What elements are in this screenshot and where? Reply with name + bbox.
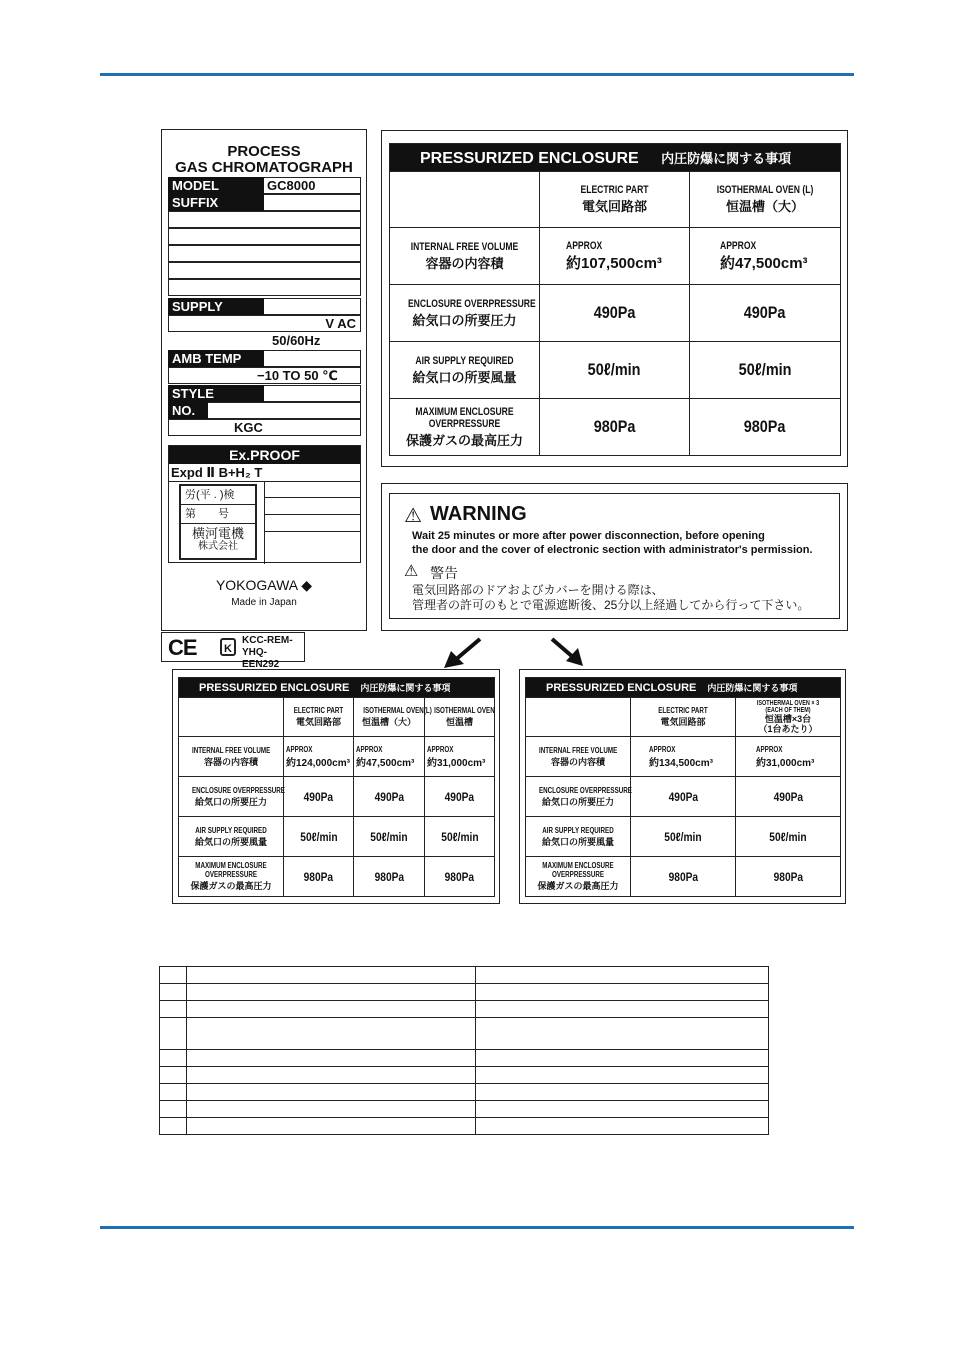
grid-cell xyxy=(476,1101,769,1118)
divider xyxy=(264,481,265,564)
grid-cell xyxy=(160,1101,187,1118)
supply-label: SUPPLY xyxy=(168,298,264,315)
row-internal-free-volume: INTERNAL FREE VOLUME 容器の内容積 xyxy=(179,737,284,777)
grid-cell xyxy=(476,1118,769,1135)
exproof-label: Ex.PROOF xyxy=(169,446,360,464)
nameplate-title-1: PROCESS xyxy=(227,143,301,160)
grid-cell xyxy=(476,967,769,984)
row-enclosure-overpressure: ENCLOSURE OVERPRESSURE 給気口の所要圧力 xyxy=(526,777,631,817)
overpressure-electric: 490Pa xyxy=(631,777,736,817)
grid-cell xyxy=(186,1018,476,1050)
row-max-overpressure: MAXIMUM ENCLOSURE OVERPRESSURE 保護ガスの最高圧力 xyxy=(526,857,631,897)
overpressure-oven-l: 490Pa xyxy=(354,777,425,817)
amb-temp-value: −10 TO 50 ℃ xyxy=(257,368,338,383)
grid-cell xyxy=(186,1050,476,1067)
grid-cell xyxy=(186,967,476,984)
line xyxy=(264,497,361,498)
grid-cell xyxy=(160,1050,187,1067)
grid-cell xyxy=(186,1001,476,1018)
air-supply-electric: 50ℓ/min xyxy=(284,817,354,857)
grid-cell xyxy=(476,984,769,1001)
max-overpressure-oven: 980Pa xyxy=(736,857,841,897)
pe-left-header: PRESSURIZED ENCLOSURE 内圧防爆に関する事項 xyxy=(179,678,495,698)
max-overpressure-oven: 980Pa xyxy=(690,399,841,456)
kgc-text: KGC xyxy=(234,420,263,435)
empty-cell xyxy=(179,698,284,737)
kc-line-1: KCC-REM- xyxy=(242,635,293,646)
air-supply-oven: 50ℓ/min xyxy=(690,342,841,399)
warning-jp-line-2: 管理者の許可のもとで電源遮断後、25分以上経過してから行って下さい。 xyxy=(412,598,810,612)
stamp-line-2: 第 号 xyxy=(181,505,255,524)
blank-row xyxy=(168,228,361,245)
warning-title: WARNING xyxy=(430,503,527,525)
stamp-line-4: 株式会社 xyxy=(198,541,238,552)
grid-cell xyxy=(186,1101,476,1118)
grid-cell xyxy=(186,1084,476,1101)
volume-oven: APPROX 約31,000cm³ xyxy=(736,737,841,777)
max-overpressure-electric: 980Pa xyxy=(284,857,354,897)
bottom-rule xyxy=(100,1226,854,1229)
row-internal-free-volume: INTERNAL FREE VOLUME 容器の内容積 xyxy=(526,737,631,777)
kgc-row xyxy=(168,419,361,436)
volume-electric: APPROX 約134,500cm³ xyxy=(631,737,736,777)
supply-vac: V AC xyxy=(325,316,356,331)
yokogawa-logo: YOKOGAWA ◆ xyxy=(215,577,313,593)
empty-cell xyxy=(526,698,631,737)
air-supply-oven-l: 50ℓ/min xyxy=(354,817,425,857)
pe-left-table xyxy=(178,677,495,897)
grid-cell xyxy=(476,1050,769,1067)
warning-line-2: the door and the cover of electronic section with administrator's permission. xyxy=(412,544,813,556)
volume-electric: APPROX 約124,000cm³ xyxy=(284,737,354,777)
warning-triangle-icon: ⚠ xyxy=(404,505,422,527)
max-overpressure-oven-l: 980Pa xyxy=(354,857,425,897)
grid-cell xyxy=(160,967,187,984)
model-label: MODEL xyxy=(168,177,264,194)
row-air-supply: AIR SUPPLY REQUIRED 給気口の所要風量 xyxy=(179,817,284,857)
model-value: GC8000 xyxy=(267,178,316,193)
grid-cell xyxy=(476,1001,769,1018)
arrow-down-right-icon xyxy=(552,639,583,666)
blank-row xyxy=(168,279,361,296)
grid-cell xyxy=(160,1084,187,1101)
blank-row xyxy=(168,262,361,279)
row-max-overpressure: MAXIMUM ENCLOSURE OVERPRESSURE 保護ガスの最高圧力 xyxy=(390,399,540,456)
col-isothermal-oven: ISOTHERMAL OVEN (L) 恒温槽（大） xyxy=(690,172,841,228)
grid-cell xyxy=(186,1067,476,1084)
grid-cell xyxy=(476,1084,769,1101)
col-electric-part: ELECTRIC PART 電気回路部 xyxy=(540,172,690,228)
reference-grid xyxy=(159,966,769,1135)
pe-main-table xyxy=(389,143,841,456)
top-rule xyxy=(100,73,854,76)
expd-text: Expd Ⅱ B+H₂ T xyxy=(169,464,360,482)
grid-cell xyxy=(160,1001,187,1018)
air-supply-electric: 50ℓ/min xyxy=(540,342,690,399)
col-electric-part: ELECTRIC PART 電気回路部 xyxy=(284,698,354,737)
inspection-stamp xyxy=(179,484,257,560)
exproof-section xyxy=(168,445,361,563)
made-in-japan: Made in Japan xyxy=(231,597,297,608)
stamp-line-1: 労(平 . )検 xyxy=(181,486,255,505)
col-isothermal-oven: ISOTHERMAL OVEN 恒温槽 xyxy=(425,698,495,737)
col-isothermal-oven-x3: ISOTHERMAL OVEN × 3 (EACH OF THEM) 恒温槽×3台 （1台あたり） xyxy=(736,698,841,737)
grid-cell xyxy=(160,1067,187,1084)
row-enclosure-overpressure: ENCLOSURE OVERPRESSURE 給気口の所要圧力 xyxy=(390,285,540,342)
arrows xyxy=(440,636,590,672)
row-internal-free-volume: INTERNAL FREE VOLUME 容器の内容積 xyxy=(390,228,540,285)
arrow-down-left-icon xyxy=(444,639,480,668)
max-overpressure-electric: 980Pa xyxy=(631,857,736,897)
grid-cell xyxy=(476,1018,769,1050)
grid-cell xyxy=(160,1018,187,1050)
supply-hz: 50/60Hz xyxy=(272,333,321,348)
max-overpressure-electric: 980Pa xyxy=(540,399,690,456)
style-label: STYLE xyxy=(168,385,264,402)
row-air-supply: AIR SUPPLY REQUIRED 給気口の所要風量 xyxy=(390,342,540,399)
warning-inner xyxy=(389,493,840,619)
kc-line-2: YHQ-EEN292 xyxy=(242,647,280,670)
warning-jp-line-1: 電気回路部のドアおよびカバーを開ける際は、 xyxy=(412,583,664,597)
stamp-line-3: 横河電機 xyxy=(191,526,244,541)
pe-right-header: PRESSURIZED ENCLOSURE 内圧防爆に関する事項 xyxy=(526,678,841,698)
suffix-label: SUFFIX xyxy=(168,194,264,211)
grid-cell xyxy=(476,1067,769,1084)
overpressure-oven: 490Pa xyxy=(690,285,841,342)
max-overpressure-oven: 980Pa xyxy=(425,857,495,897)
grid-cell xyxy=(186,1118,476,1135)
air-supply-electric: 50ℓ/min xyxy=(631,817,736,857)
volume-oven: APPROX 約31,000cm³ xyxy=(425,737,495,777)
blank-row xyxy=(168,245,361,262)
overpressure-electric: 490Pa xyxy=(540,285,690,342)
line xyxy=(264,514,361,515)
grid-cell xyxy=(160,1118,187,1135)
warning-jp-triangle-icon: ⚠ xyxy=(404,563,419,580)
warning-line-1: Wait 25 minutes or more after power disconnection, before opening xyxy=(412,530,765,542)
overpressure-oven: 490Pa xyxy=(425,777,495,817)
row-max-overpressure: MAXIMUM ENCLOSURE OVERPRESSURE 保護ガスの最高圧力 xyxy=(179,857,284,897)
pe-right-table xyxy=(525,677,841,897)
nameplate-title-2: GAS CHROMATOGRAPH xyxy=(175,159,353,176)
ce-mark: CE xyxy=(168,635,197,660)
no-label: NO. xyxy=(168,402,208,419)
grid-cell xyxy=(186,984,476,1001)
pe-main-header: PRESSURIZED ENCLOSURE 内圧防爆に関する事項 xyxy=(390,144,841,172)
col-electric-part: ELECTRIC PART 電気回路部 xyxy=(631,698,736,737)
overpressure-electric: 490Pa xyxy=(284,777,354,817)
row-enclosure-overpressure: ENCLOSURE OVERPRESSURE 給気口の所要圧力 xyxy=(179,777,284,817)
grid-cell xyxy=(160,984,187,1001)
warning-jp-title: 警告 xyxy=(430,565,458,581)
air-supply-oven: 50ℓ/min xyxy=(736,817,841,857)
kc-code xyxy=(242,635,304,671)
certification-marks xyxy=(161,632,305,670)
amb-temp-label: AMB TEMP xyxy=(168,350,264,367)
line xyxy=(264,531,361,532)
overpressure-oven: 490Pa xyxy=(736,777,841,817)
kc-mark-icon: K xyxy=(220,638,236,656)
blank-row xyxy=(168,211,361,228)
row-air-supply: AIR SUPPLY REQUIRED 給気口の所要風量 xyxy=(526,817,631,857)
col-isothermal-oven-l: ISOTHERMAL OVEN(L) 恒温槽（大） xyxy=(354,698,425,737)
empty-cell xyxy=(390,172,540,228)
volume-electric: APPROX 約107,500cm³ xyxy=(540,228,690,285)
air-supply-oven: 50ℓ/min xyxy=(425,817,495,857)
volume-oven: APPROX 約47,500cm³ xyxy=(690,228,841,285)
volume-oven-l: APPROX 約47,500cm³ xyxy=(354,737,425,777)
nameplate xyxy=(161,129,367,631)
